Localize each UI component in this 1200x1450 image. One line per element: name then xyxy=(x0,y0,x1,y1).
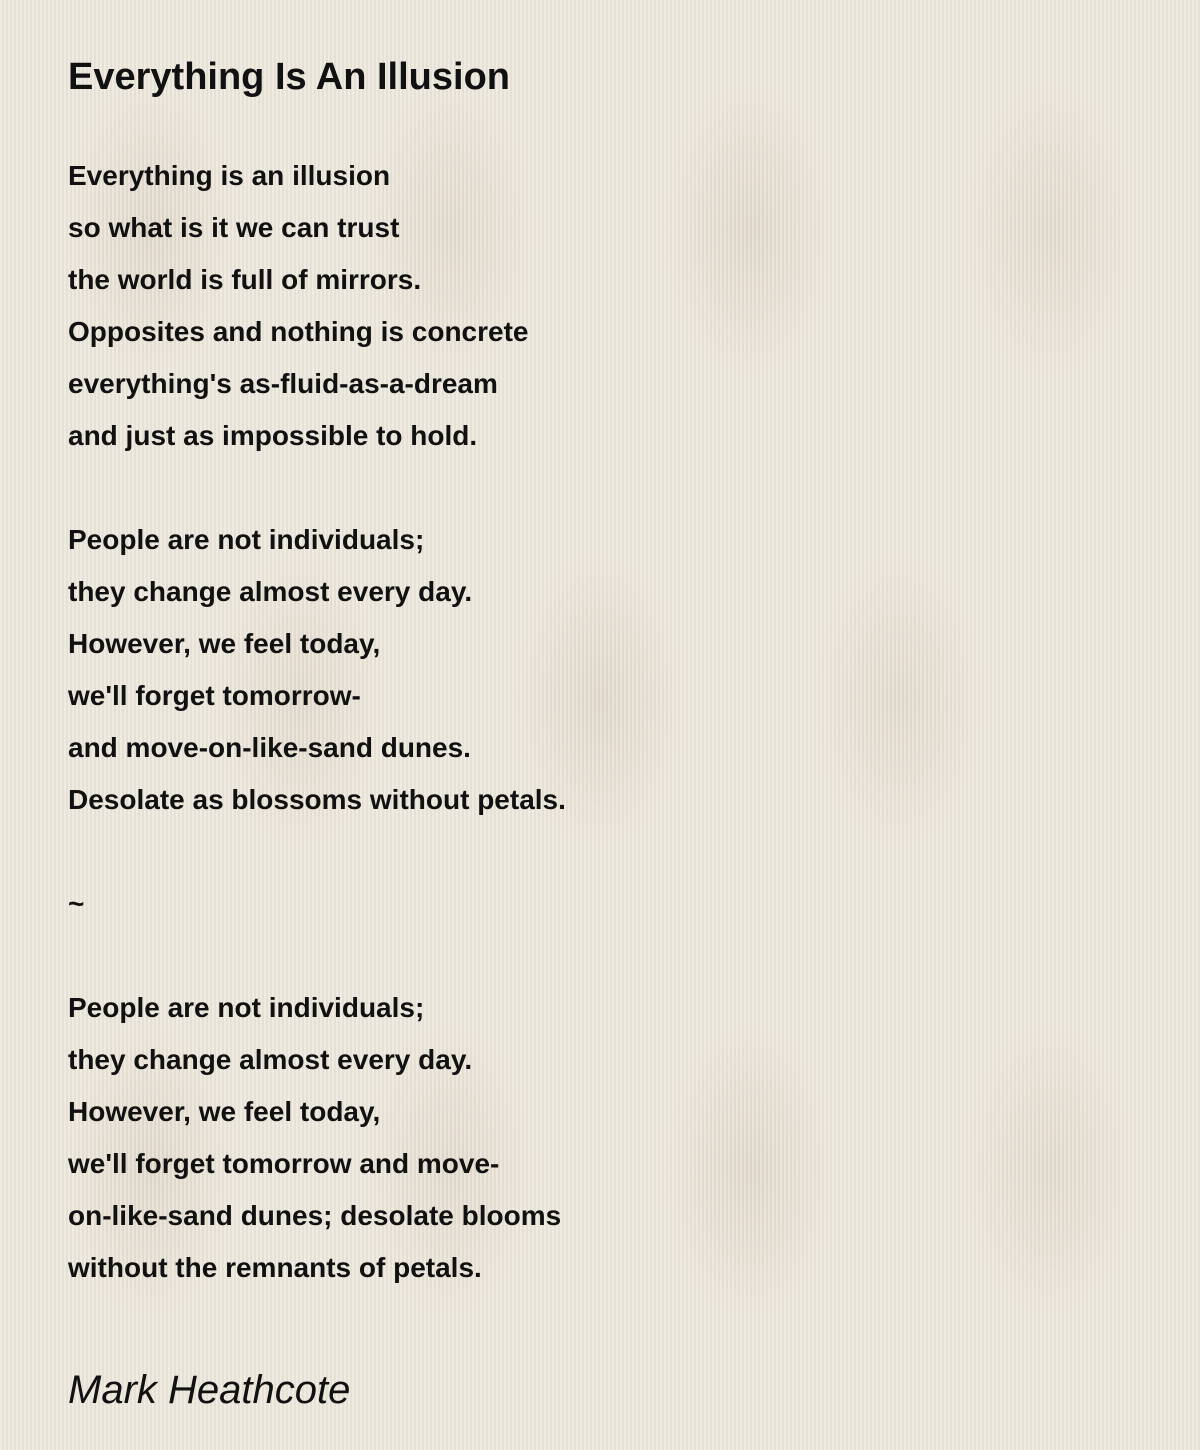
poem-line: they change almost every day. xyxy=(68,576,473,607)
stanza-2 xyxy=(68,514,1148,826)
poem-line: Desolate as blossoms without petals. xyxy=(68,784,566,815)
poem-line: the world is full of mirrors. xyxy=(68,264,422,295)
poem-line: and move-on-like-sand dunes. xyxy=(68,732,471,763)
poem-line: without the remnants of petals. xyxy=(68,1252,482,1283)
poem-line: and just as impossible to hold. xyxy=(68,420,478,451)
poem-line: People are not individuals; xyxy=(68,524,425,555)
poem-line: Opposites and nothing is concrete xyxy=(68,316,529,347)
poem-line: they change almost every day. xyxy=(68,1044,473,1075)
poem-line: everything's as-fluid-as-a-dream xyxy=(68,368,498,399)
stanza-3 xyxy=(68,982,1148,1294)
poem-line: we'll forget tomorrow- xyxy=(68,680,361,711)
poem-line: Everything is an illusion xyxy=(68,160,391,191)
poem-line: People are not individuals; xyxy=(68,992,425,1023)
poem-title: Everything Is An Illusion xyxy=(68,56,510,98)
author-link[interactable]: Mark Heathcote xyxy=(68,1368,351,1412)
poem-line: However, we feel today, xyxy=(68,628,381,659)
tilde-separator: ~ xyxy=(68,888,85,919)
poem-line: on-like-sand dunes; desolate blooms xyxy=(68,1200,562,1231)
poem-container xyxy=(68,52,1148,1416)
poem-line: we'll forget tomorrow and move- xyxy=(68,1148,500,1179)
stanza-separator xyxy=(68,878,1148,930)
poem-line: However, we feel today, xyxy=(68,1096,381,1127)
stanza-1 xyxy=(68,150,1148,462)
poem-line: so what is it we can trust xyxy=(68,212,400,243)
